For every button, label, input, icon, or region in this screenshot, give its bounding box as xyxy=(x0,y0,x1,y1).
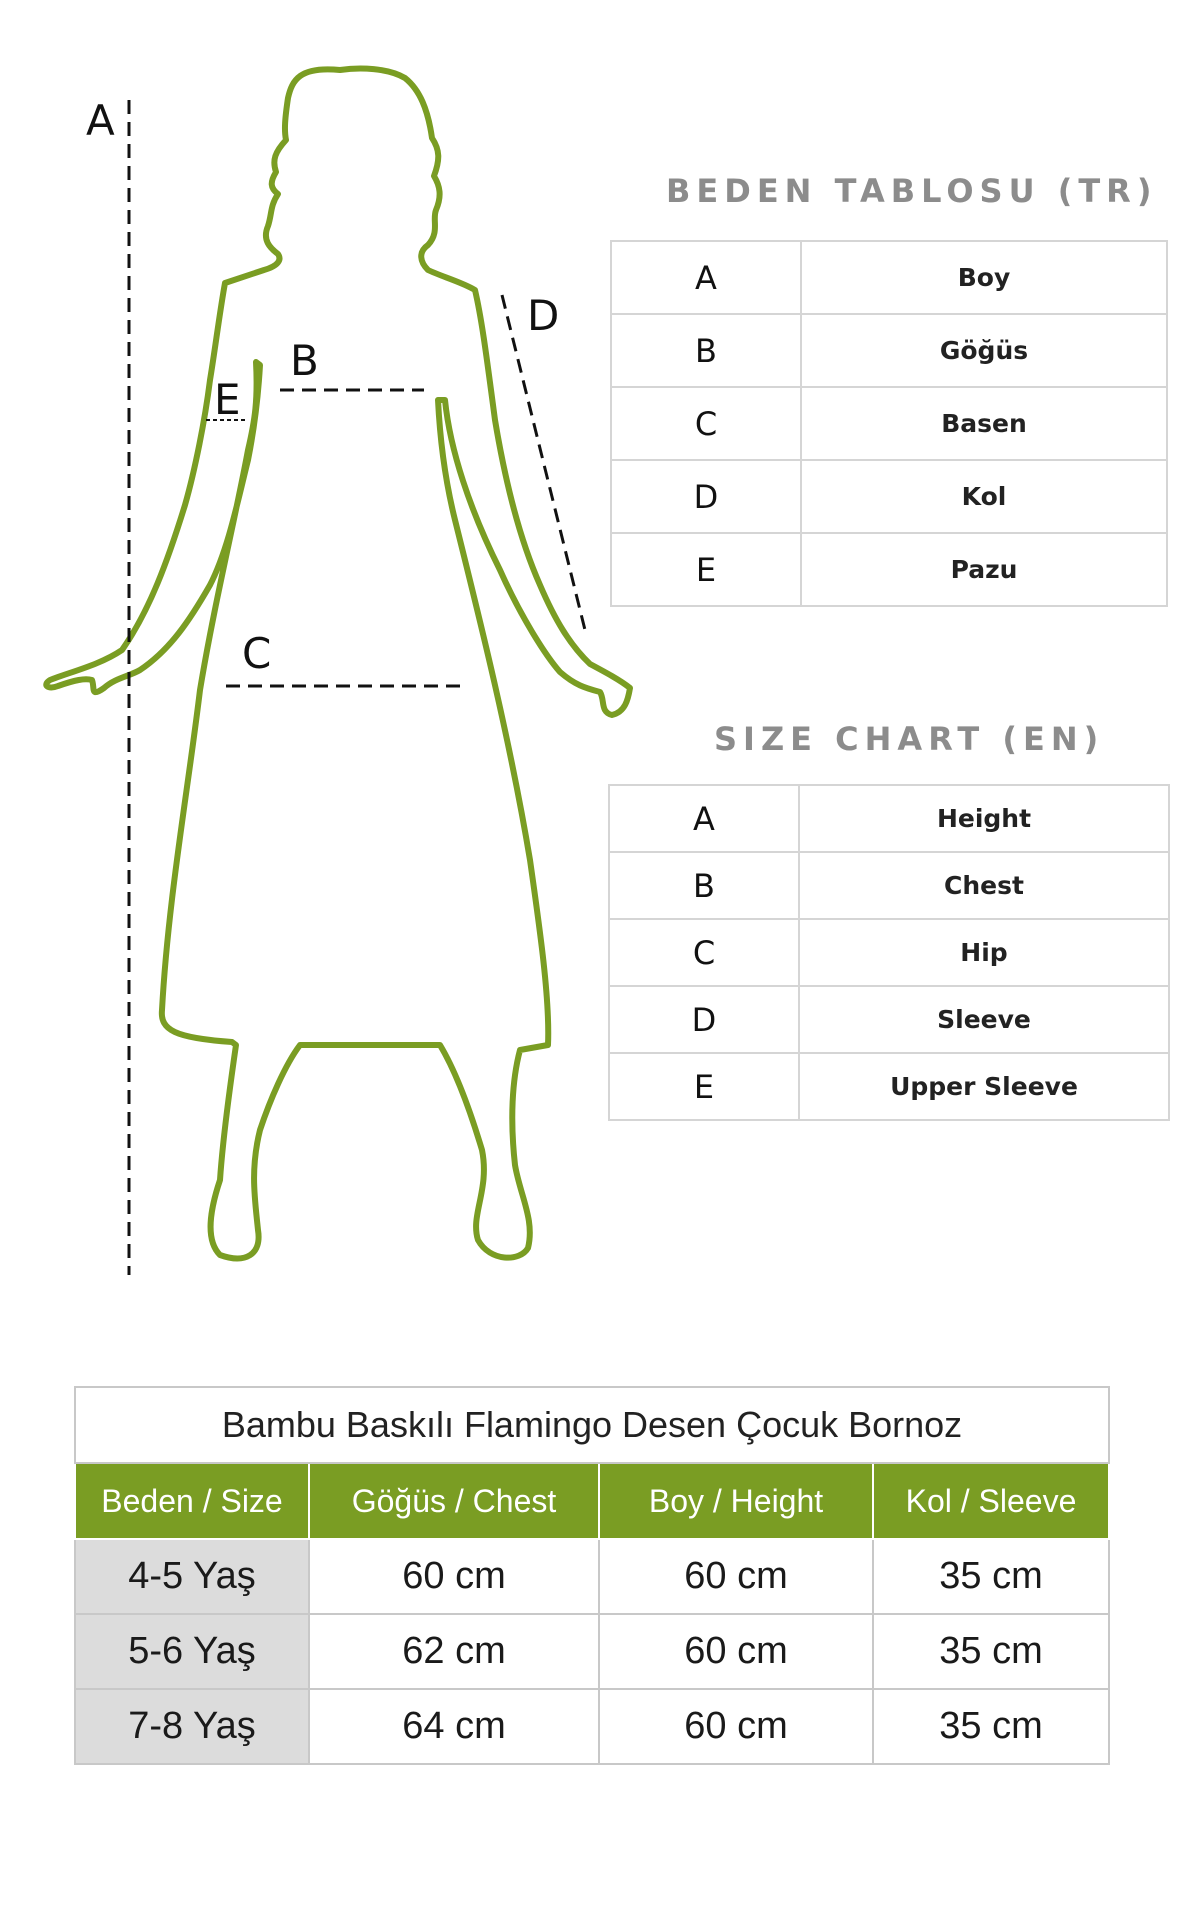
size-table-header-row xyxy=(75,1463,1109,1539)
column-header-height: Boy / Height xyxy=(599,1463,873,1539)
size-chart-table xyxy=(608,784,1170,1121)
height-guide-label: A xyxy=(86,96,115,145)
legend-code: E xyxy=(609,1053,799,1120)
size-table-caption: Bambu Baskılı Flamingo Desen Çocuk Bornoz xyxy=(75,1387,1109,1463)
legend-name: Sleeve xyxy=(799,986,1169,1053)
legend-name: Boy xyxy=(801,241,1167,314)
child-silhouette xyxy=(46,69,630,1259)
sleeve-cell: 35 cm xyxy=(873,1689,1109,1764)
legend-code: D xyxy=(611,460,801,533)
legend-code: B xyxy=(609,852,799,919)
chest-cell: 60 cm xyxy=(309,1539,599,1614)
height-cell: 60 cm xyxy=(599,1689,873,1764)
legend-code: B xyxy=(611,314,801,387)
size-cell: 7-8 Yaş xyxy=(75,1689,309,1764)
size-cell: 4-5 Yaş xyxy=(75,1539,309,1614)
column-header-chest: Göğüs / Chest xyxy=(309,1463,599,1539)
column-header-sleeve: Kol / Sleeve xyxy=(873,1463,1109,1539)
legend-name: Kol xyxy=(801,460,1167,533)
legend-code: D xyxy=(609,986,799,1053)
legend-row xyxy=(609,1053,1169,1120)
column-header-size: Beden / Size xyxy=(75,1463,309,1539)
legend-row xyxy=(611,460,1167,533)
legend-name: Pazu xyxy=(801,533,1167,606)
size-cell: 5-6 Yaş xyxy=(75,1614,309,1689)
beden-tablosu-title: BEDEN TABLOSU (TR) xyxy=(666,172,1158,210)
legend-code: C xyxy=(611,387,801,460)
chest-guide-label: B xyxy=(290,336,319,385)
chest-cell: 64 cm xyxy=(309,1689,599,1764)
legend-code: A xyxy=(611,241,801,314)
legend-row xyxy=(611,314,1167,387)
upper-sleeve-guide-label: E xyxy=(214,375,241,424)
height-cell: 60 cm xyxy=(599,1614,873,1689)
table-row xyxy=(75,1539,1109,1614)
legend-row xyxy=(609,785,1169,852)
legend-code: E xyxy=(611,533,801,606)
size-chart-title: SIZE CHART (EN) xyxy=(714,720,1105,758)
legend-name: Chest xyxy=(799,852,1169,919)
table-row xyxy=(75,1614,1109,1689)
hip-guide-label: C xyxy=(242,629,272,678)
legend-name: Hip xyxy=(799,919,1169,986)
legend-name: Height xyxy=(799,785,1169,852)
legend-row xyxy=(611,533,1167,606)
table-row xyxy=(75,1689,1109,1764)
beden-tablosu-table xyxy=(610,240,1168,607)
legend-code: A xyxy=(609,785,799,852)
height-cell: 60 cm xyxy=(599,1539,873,1614)
sleeve-cell: 35 cm xyxy=(873,1614,1109,1689)
legend-row xyxy=(609,852,1169,919)
chest-cell: 62 cm xyxy=(309,1614,599,1689)
sleeve-cell: 35 cm xyxy=(873,1539,1109,1614)
legend-name: Göğüs xyxy=(801,314,1167,387)
product-size-table xyxy=(74,1386,1110,1765)
legend-name: Upper Sleeve xyxy=(799,1053,1169,1120)
sleeve-guide-label: D xyxy=(527,291,560,340)
legend-name: Basen xyxy=(801,387,1167,460)
legend-row xyxy=(611,387,1167,460)
legend-row xyxy=(609,919,1169,986)
legend-row xyxy=(609,986,1169,1053)
legend-row xyxy=(611,241,1167,314)
body-measurement-figure xyxy=(0,0,640,1280)
legend-code: C xyxy=(609,919,799,986)
sleeve-guide-line xyxy=(502,295,585,630)
